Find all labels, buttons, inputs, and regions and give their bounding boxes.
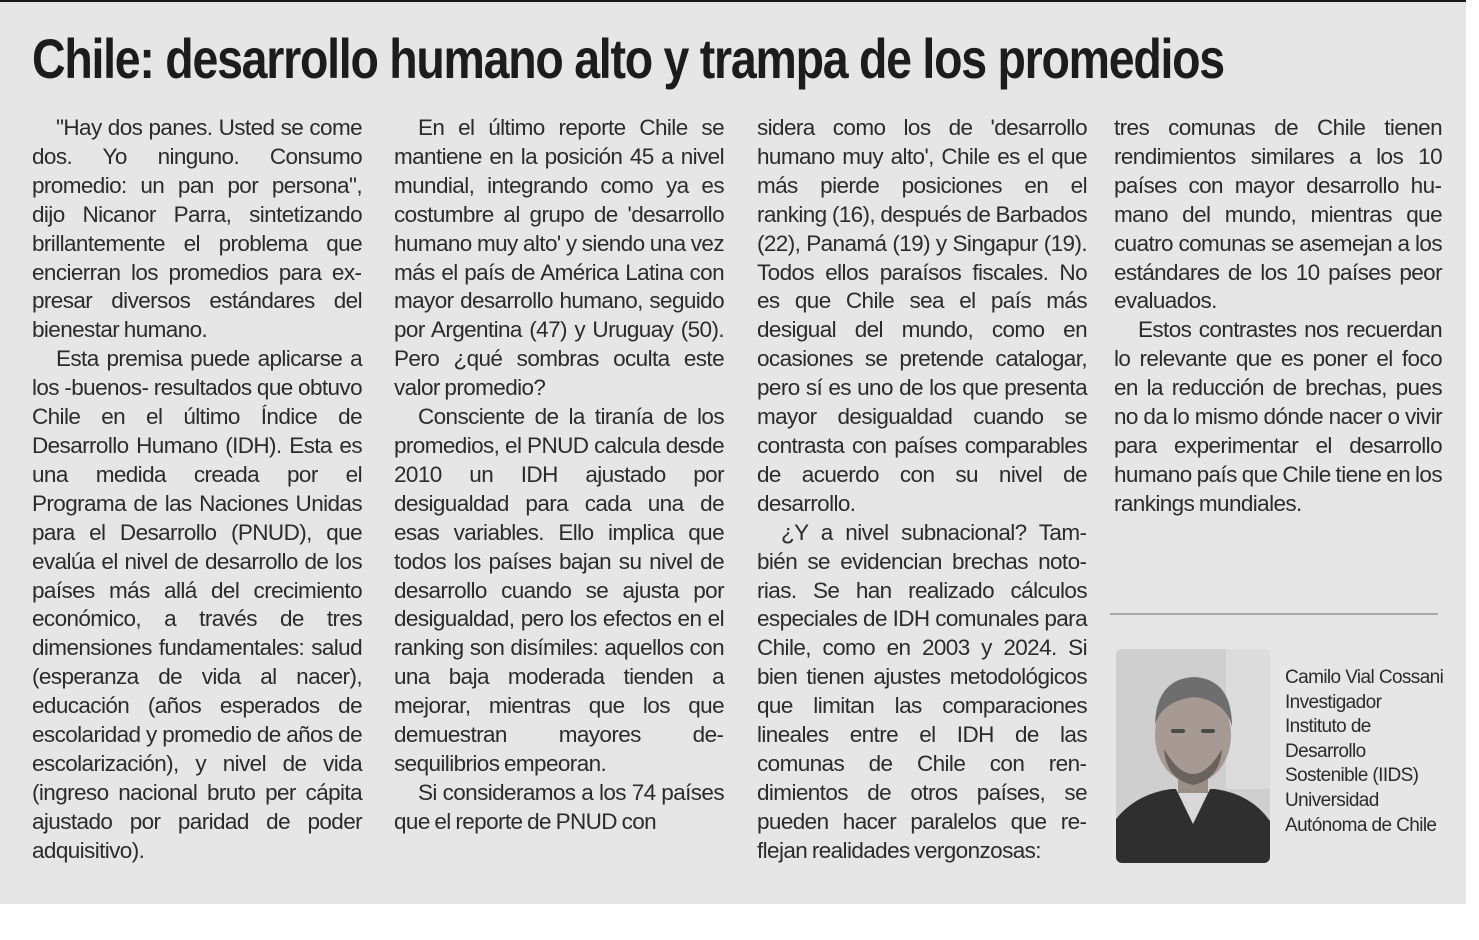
author-affiliation-line: Sostenible (IIDS) bbox=[1285, 765, 1419, 787]
paragraph: Esta premisa puede aplicarse a los -buenos- resultados que obtuvo Chile en el último Índice de Desarrollo Humano (IDH). Esta es una medida creada por el Programa de las Naciones Unidas para el Desarrollo (PNUD), que evalúa el nivel de desarrollo de los países más allá del crecimiento económico, a través de tres dimensiones fundamentales: salud (esperanza de vida al nacer), educación (años esperados de escolaridad y promedio de años de escolarización), y nivel de vida (ingreso nacional bruto per cápita ajustado por paridad de poder adquisitivo). bbox=[32, 346, 362, 863]
article-column-1 bbox=[32, 114, 362, 866]
paragraph: Si consideramos a los 74 países que el reporte de PNUD con bbox=[394, 779, 724, 834]
author-affiliation-line: Universidad bbox=[1285, 789, 1379, 811]
paragraph: Consciente de la tiranía de los promedios, el PNUD calcula desde 2010 un IDH ajustado por desigualdad para cada una de esas variables. Ello implica que todos los países bajan su nivel de desarrollo cuando se ajusta por desigualdad, pero los efectos en el ranking son disímiles: aquellos con una baja moderada tienden a mejorar, mientras que los que demuestran mayores desequilibrios empeoran. bbox=[394, 404, 724, 776]
divider bbox=[1110, 613, 1438, 615]
headline: Chile: desarrollo humano alto y trampa de los promedios bbox=[32, 27, 1224, 90]
paragraph: sidera como los de 'desarrollo humano muy alto', Chile es el que más pierde posiciones en el ranking (16), después de Barbados (22), Panamá (19) y Singapur (19). Todos ellos paraísos fiscales. No es que Chile sea el país más desigual del mundo, como en ocasiones se pretende catalogar, pero sí es uno de los que presenta mayor desigualdad cuando se contrasta con países comparables de acuerdo con su nivel de desarrollo. bbox=[757, 115, 1087, 516]
author-title: Investigador bbox=[1285, 691, 1382, 713]
author-portrait-icon bbox=[1116, 649, 1270, 863]
author-affiliation-line: Autónoma de Chile bbox=[1285, 814, 1437, 836]
paragraph: ¿Y a nivel subnacional? También se evidencian brechas notorias. Se han realizado cálculos especiales de IDH comunales para Chile, como en 2003 y 2024. Si bien tienen ajustes metodológicos que limitan las comparaciones lineales entre el IDH de las comunas de Chile con rendimientos de otros países, se pueden hacer paralelos que reflejan realidades vergonzosas: bbox=[757, 519, 1087, 863]
article-column-4 bbox=[1114, 114, 1442, 519]
author-byline bbox=[1285, 666, 1455, 838]
author-affiliation-line: Desarrollo bbox=[1285, 740, 1366, 762]
author-affiliation-line: Instituto de bbox=[1285, 716, 1371, 738]
author-photo bbox=[1116, 649, 1270, 863]
paragraph: Estos contrastes nos recuerdan lo relevante que es poner el foco en la reducción de brechas, pues no da lo mismo dónde nacer o vivir para experimentar el desarrollo humano país que Chile tiene en los rankings mundiales. bbox=[1114, 317, 1442, 516]
author-name: Camilo Vial Cossani bbox=[1285, 667, 1444, 688]
article-column-2 bbox=[394, 114, 724, 837]
paragraph: "Hay dos panes. Usted se come dos. Yo ninguno. Consumo promedio: un pan por persona", dijo Nicanor Parra, sintetizando brillantemente el problema que encierran los promedios para expresar diversos estándares del bienestar humano. bbox=[32, 115, 362, 343]
paragraph: En el último reporte Chile se mantiene en la posición 45 a nivel mundial, integrando como ya es costumbre al grupo de 'desarrollo humano muy alto' y siendo una vez más el país de América Latina con mayor desarrollo humano, seguido por Argentina (47) y Uruguay (50). Pero ¿qué sombras oculta este valor promedio? bbox=[394, 115, 724, 401]
article-column-3 bbox=[757, 114, 1087, 866]
paragraph: tres comunas de Chile tienen rendimientos similares a los 10 países con mayor desarrollo humano del mundo, mientras que cuatro comunas se asemejan a los estándares de los 10 países peor evaluados. bbox=[1114, 115, 1442, 314]
